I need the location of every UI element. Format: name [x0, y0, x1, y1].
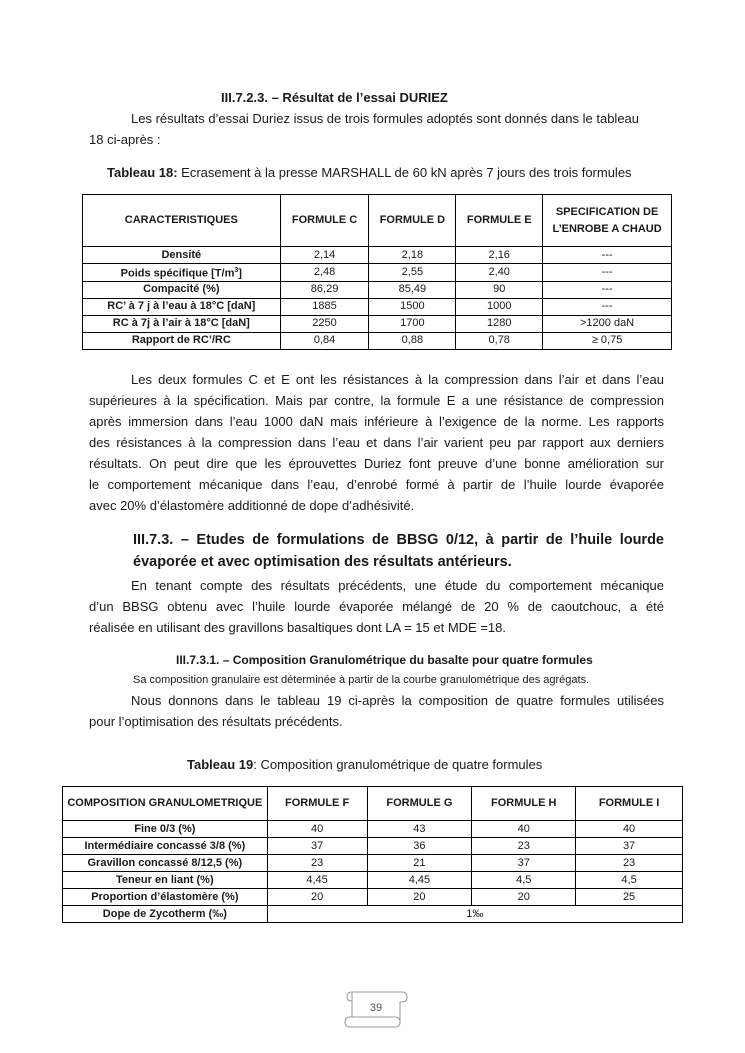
- page-number-badge: [344, 986, 408, 1030]
- cell-formule-d: 85,49: [369, 281, 456, 298]
- paragraph-line-4: des résistances à la compression dans l’eau et dans l’air varient peu par rapport aux derniers: [89, 435, 664, 450]
- table18-header-formule-d: FORMULE D: [369, 195, 456, 247]
- cell-formule-h: 20: [472, 889, 576, 906]
- cell-dope-value: 1‰: [267, 906, 682, 923]
- section2-paragraph: [89, 575, 664, 638]
- table18-caption-text: Ecrasement à la presse MARSHALL de 60 kN après 7 jours des trois formules: [177, 165, 632, 180]
- cell-formule-h: 23: [472, 838, 576, 855]
- granulometry-note: Sa composition granulaire est déterminée à partir de la courbe granulométrique des agrégats.: [133, 674, 590, 686]
- cell-formule-f: 37: [267, 838, 367, 855]
- cell-spec: >1200 daN: [543, 315, 672, 332]
- cell-formule-e: 1280: [456, 315, 543, 332]
- section2-line-2: d’un BBSG obtenu avec l’huile lourde évaporée mélangé de 20 % de caoutchouc, a été: [89, 599, 664, 614]
- paragraph-line-1: Les deux formules C et E ont les résistances à la compression dans l’air et dans l’eau: [131, 372, 664, 387]
- table18-header-characteristics: CARACTERISTIQUES: [83, 195, 281, 247]
- row-label: RC à 7j à l’air à 18°C [daN]: [83, 315, 281, 332]
- row-label: Densité: [83, 247, 281, 264]
- page-number: 39: [369, 1002, 383, 1014]
- row-label: Teneur en liant (%): [63, 872, 268, 889]
- table19-header-row: [63, 787, 683, 821]
- table-18: [82, 194, 672, 350]
- cell-formule-c: 1885: [280, 298, 369, 315]
- table-row: [83, 332, 672, 349]
- cell-formule-h: 40: [472, 821, 576, 838]
- table19-caption: [187, 757, 542, 772]
- cell-formule-f: 20: [267, 889, 367, 906]
- paragraph-line-2: supérieures à la spécification. Mais par contre, la formule E a une résistance de compression: [89, 393, 664, 408]
- intro-line-2: 18 ci-après :: [89, 132, 161, 147]
- section-heading-duriez: III.7.2.3. – Résultat de l’essai DURIEZ: [221, 90, 448, 105]
- cell-formule-i: 25: [576, 889, 683, 906]
- table-row: [63, 889, 683, 906]
- cell-spec: ≥ 0,75: [543, 332, 672, 349]
- cell-formule-i: 23: [576, 855, 683, 872]
- section2-heading-line-2: évaporée et avec optimisation des résultats antérieurs.: [133, 554, 512, 570]
- cell-formule-c: 2,14: [280, 247, 369, 264]
- section3-line-2: pour l’optimisation des résultats précédents.: [89, 714, 343, 729]
- table19-header-formule-g: FORMULE G: [367, 787, 472, 821]
- cell-formule-g: 43: [367, 821, 472, 838]
- table-row: [63, 872, 683, 889]
- cell-formule-i: 40: [576, 821, 683, 838]
- cell-formule-c: 86,29: [280, 281, 369, 298]
- cell-formule-h: 4,5: [472, 872, 576, 889]
- table-row: [63, 821, 683, 838]
- table-row: [83, 315, 672, 332]
- table19-caption-label: Tableau 19: [187, 757, 254, 772]
- cell-spec: ---: [543, 247, 672, 264]
- cell-formule-i: 37: [576, 838, 683, 855]
- cell-formule-d: 0,88: [369, 332, 456, 349]
- table19-caption-text: : Composition granulométrique de quatre formules: [253, 757, 543, 772]
- table18-caption: [107, 165, 632, 180]
- section-heading-granulometry: III.7.3.1. – Composition Granulométrique du basalte pour quatre formules: [176, 653, 593, 667]
- row-label: Proportion d’élastomère (%): [63, 889, 268, 906]
- row-label: Compacité (%): [83, 281, 281, 298]
- row-label: Dope de Zycotherm (‰): [63, 906, 268, 923]
- cell-formule-g: 20: [367, 889, 472, 906]
- row-label: Poids spécifique $[T/m^3]$: [83, 264, 281, 282]
- table-row: [63, 838, 683, 855]
- cell-formule-e: 0,78: [456, 332, 543, 349]
- cell-formule-g: 4,45: [367, 872, 472, 889]
- cell-formule-e: 1000: [456, 298, 543, 315]
- section-heading-bbsg: [133, 529, 664, 573]
- row-label: Intermédiaire concassé 3/8 (%): [63, 838, 268, 855]
- cell-formule-e: 2,40: [456, 264, 543, 282]
- cell-formule-f: 40: [267, 821, 367, 838]
- table-row: [83, 281, 672, 298]
- cell-formule-c: 2250: [280, 315, 369, 332]
- cell-spec: ---: [543, 264, 672, 282]
- paragraph-line-3: après immersion dans l’eau 1000 daN mais inférieure à l’exigence de la norme. Les rapports: [89, 414, 664, 429]
- table18-header-formule-e: FORMULE E: [456, 195, 543, 247]
- section2-heading-line-1: III.7.3. – Etudes de formulations de BBSG 0/12, à partir de l’huile lourde: [133, 532, 664, 548]
- row-label: RC’ à 7 j à l’eau à 18°C [daN]: [83, 298, 281, 315]
- intro-paragraph: [89, 108, 664, 150]
- section3-paragraph: [89, 690, 664, 732]
- cell-spec: ---: [543, 281, 672, 298]
- cell-formule-g: 36: [367, 838, 472, 855]
- cell-formule-g: 21: [367, 855, 472, 872]
- cell-formule-d: 1700: [369, 315, 456, 332]
- table19-header-formule-f: FORMULE F: [267, 787, 367, 821]
- cell-formule-e: 2,16: [456, 247, 543, 264]
- row-label: Fine 0/3 (%): [63, 821, 268, 838]
- section3-line-1: Nous donnons dans le tableau 19 ci-après la composition de quatre formules utilisées: [131, 693, 664, 708]
- table19-header-formule-i: FORMULE I: [576, 787, 683, 821]
- table-row: [83, 264, 672, 282]
- cell-formule-d: 2,18: [369, 247, 456, 264]
- table-row: [83, 298, 672, 315]
- cell-formule-h: 37: [472, 855, 576, 872]
- cell-formule-d: 1500: [369, 298, 456, 315]
- table18-header-row: [83, 195, 672, 247]
- cell-formule-c: 2,48: [280, 264, 369, 282]
- paragraph-line-6: le comportement mécanique dans l’eau, d’enrobé formé à partir de l’huile lourde évaporée: [89, 477, 664, 492]
- cell-formule-i: 4,5: [576, 872, 683, 889]
- results-paragraph: [89, 369, 664, 516]
- row-label: Gravillon concassé 8/12,5 (%): [63, 855, 268, 872]
- section2-line-3: réalisée en utilisant des gravillons basaltiques dont LA = 15 et MDE =18.: [89, 620, 506, 635]
- section2-line-1: En tenant compte des résultats précédents, une étude du comportement mécanique: [131, 578, 664, 593]
- cell-formule-f: 23: [267, 855, 367, 872]
- paragraph-line-5: résultats. On peut dire que les éprouvettes Duriez font preuve d’une bonne amélioration sur: [89, 456, 664, 471]
- table-row: [63, 855, 683, 872]
- table18-header-formule-c: FORMULE C: [280, 195, 369, 247]
- table-19: [62, 786, 683, 923]
- paragraph-line-7: avec 20% d’élastomère additionné de dope d’adhésivité.: [89, 498, 415, 513]
- cell-formule-d: 2,55: [369, 264, 456, 282]
- table19-header-composition: COMPOSITION GRANULOMETRIQUE: [63, 787, 268, 821]
- table19-header-formule-h: FORMULE H: [472, 787, 576, 821]
- table-row: [83, 247, 672, 264]
- cell-spec: ---: [543, 298, 672, 315]
- table-row: [63, 906, 683, 923]
- row-label: Rapport de RC’/RC: [83, 332, 281, 349]
- cell-formule-e: 90: [456, 281, 543, 298]
- cell-formule-f: 4,45: [267, 872, 367, 889]
- intro-line-1: Les résultats d’essai Duriez issus de trois formules adoptés sont donnés dans le tableau: [131, 111, 640, 126]
- table18-header-specification: SPECIFICATION DE L’ENROBE A CHAUD: [543, 195, 672, 247]
- table18-caption-label: Tableau 18:: [107, 165, 178, 180]
- cell-formule-c: 0,84: [280, 332, 369, 349]
